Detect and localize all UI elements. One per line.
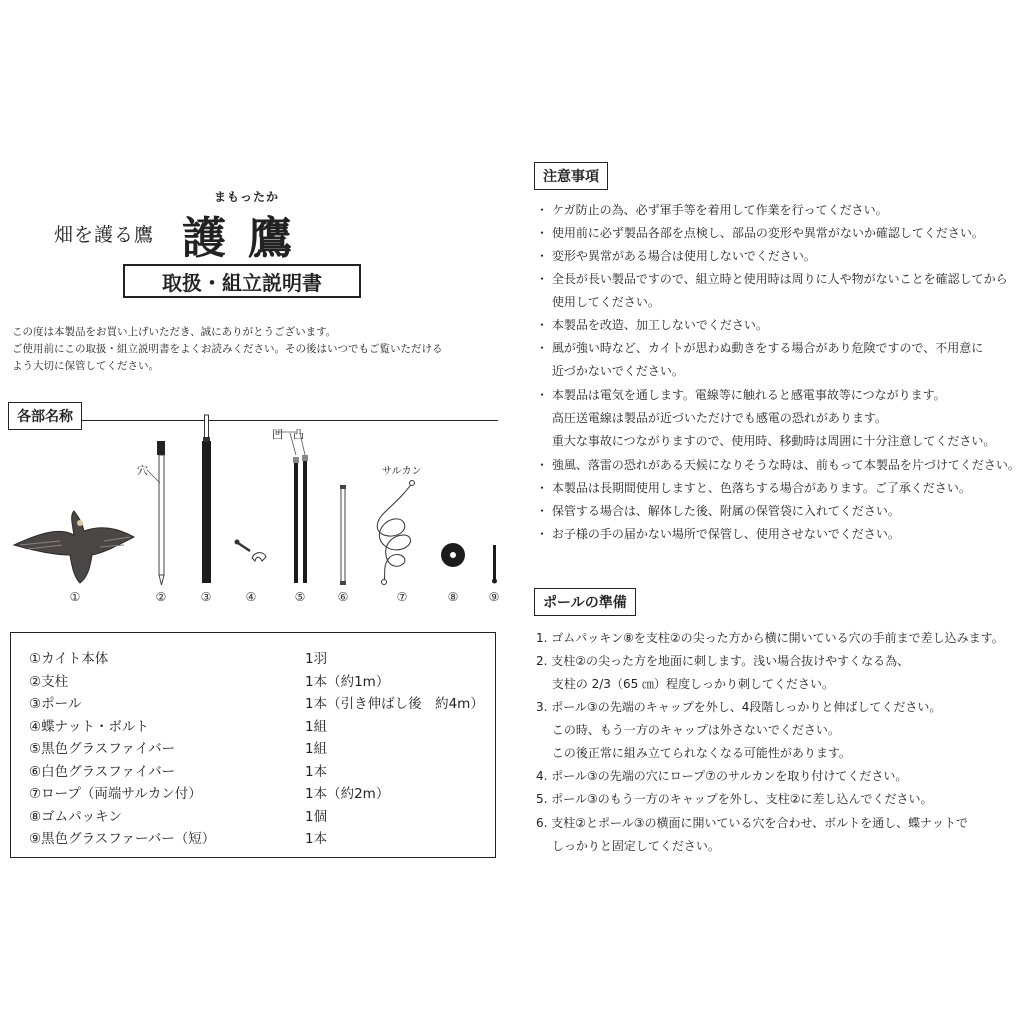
parts-section-title: 各部名称 [8, 402, 82, 430]
parts-table [10, 632, 496, 858]
brand-ruby: まもったか [214, 190, 280, 204]
caution-line: ・ 変形や異常がある場合は使用しないでください。 [536, 249, 816, 263]
prep-step-line: 4. ポール③の先端の穴にロープ⑦のサルカンを取り付けてください。 [536, 769, 908, 783]
intro-line-1: この度は本製品をお買い上げいただき、誠にありがとうございます。 [12, 326, 337, 338]
caution-line: ・ 本製品を改造、加工しないでください。 [536, 318, 768, 332]
part-quantity: 1本（約2m） [305, 786, 390, 802]
part-quantity: 1羽 [305, 651, 328, 667]
part-quantity: 1本 [305, 764, 328, 780]
intro-line-2: ご使用前にこの取扱・組立説明書をよくお読みください。その後はいつでもご覧いただける [12, 343, 443, 355]
part-name: ④蝶ナット・ボルト [29, 719, 149, 735]
part-name: ②支柱 [29, 674, 69, 690]
pole-prep-title: ポールの準備 [534, 588, 636, 616]
part-quantity: 1組 [305, 741, 328, 757]
parts-illustration [0, 395, 510, 595]
brand-name: 護鷹 [182, 213, 314, 264]
part-name: ⑤黒色グラスファイバー [29, 741, 176, 757]
caution-line: ・ お子様の手の届かない場所で保管し、使用させないでください。 [536, 527, 900, 541]
callout-hole: 穴 [137, 464, 148, 477]
short-black-fiberglass-illustration [492, 545, 497, 584]
prep-step-line: 支柱の 2/3（65 ㎝）程度しっかり刺してください。 [536, 677, 835, 691]
caution-line: ・ 本製品は長期間使用しますと、色落ちする場合があります。ご了承ください。 [536, 481, 971, 495]
kite-body-illustration [14, 511, 134, 583]
part-number-8: ⑧ [447, 590, 459, 604]
part-quantity: 1本 [305, 831, 328, 847]
callout-convex: 凸 [293, 428, 304, 441]
part-quantity: 1個 [305, 809, 328, 825]
prep-step-line: 6. 支柱②とポール③の横面に開いている穴を合わせ、ボルトを通し、蝶ナットで [536, 816, 968, 830]
caution-line: ・ 使用前に必ず製品各部を点検し、部品の変形や異常がないか確認してください。 [536, 226, 984, 240]
post-illustration [147, 441, 165, 585]
caution-line: 使用してください。 [536, 295, 660, 309]
caution-line: ・ 保管する場合は、解体した後、附属の保管袋に入れてください。 [536, 504, 900, 518]
part-number-9: ⑨ [488, 590, 500, 604]
white-fiberglass-illustration [340, 485, 346, 585]
part-quantity: 1本（引き伸ばし後 約4m） [305, 696, 484, 712]
black-fiberglass-illustration [276, 432, 308, 583]
part-name: ⑧ゴムパッキン [29, 809, 122, 825]
caution-line: ・ 強風、落雷の恐れがある天候になりそうな時は、前もって本製品を片づけてください。 [536, 458, 1020, 472]
part-number-2: ② [155, 590, 167, 604]
part-quantity: 1組 [305, 719, 328, 735]
part-number-7: ⑦ [396, 590, 408, 604]
prep-step-line: 1. ゴムパッキン⑧を支柱②の尖った方から横に開いている穴の手前まで差し込みます。 [536, 631, 1004, 645]
caution-line: ・ ケガ防止の為、必ず軍手等を着用して作業を行ってください。 [536, 203, 888, 217]
caution-line: 高圧送電線は製品が近づいただけでも感電の恐れがあります。 [536, 411, 887, 425]
prep-step-line: 2. 支柱②の尖った方を地面に刺します。浅い場合抜けやすくなる為、 [536, 654, 910, 668]
prep-step-line: しっかりと固定してください。 [536, 839, 720, 853]
caution-line: 近づかないでください。 [536, 364, 684, 378]
product-tagline: 畑を護る鷹 [54, 224, 155, 246]
caution-line: 重大な事故につながりますので、使用時、移動時は周囲に十分注意してください。 [536, 434, 996, 448]
part-name: ⑥白色グラスファイバー [29, 764, 176, 780]
part-name: ①カイト本体 [29, 651, 109, 667]
rubber-packing-illustration [441, 543, 465, 567]
part-number-4: ④ [245, 590, 257, 604]
part-name: ⑨黒色グラスファーバー（短） [29, 831, 216, 847]
pole-illustration [202, 415, 211, 583]
prep-step-line: この時、もう一方のキャップは外さないでください。 [536, 723, 840, 737]
caution-line: ・ 全長が長い製品ですので、組立時と使用時は周りに人や物がないことを確認してから [536, 272, 1008, 286]
caution-line: ・ 本製品は電気を通します。電線等に触れると感電事故等につながります。 [536, 388, 946, 402]
intro-line-3: よう大切に保管してください。 [12, 360, 159, 372]
callout-concave: 凹 [272, 428, 283, 441]
callout-swivel: サルカン [382, 466, 422, 477]
wing-nut-bolt-illustration [235, 540, 267, 562]
caution-line: ・ 風が強い時など、カイトが思わぬ動きをする場合があり危険ですので、不用意に [536, 341, 984, 355]
part-name: ③ポール [29, 696, 82, 712]
cautions-title: 注意事項 [534, 162, 608, 190]
part-number-3: ③ [200, 590, 212, 604]
manual-title: 取扱・組立説明書 [123, 264, 361, 298]
prep-step-line: 5. ポール③のもう一方のキャップを外し、支柱②に差し込んでください。 [536, 792, 933, 806]
part-number-1: ① [69, 590, 81, 604]
part-name: ⑦ロープ（両端サルカン付） [29, 786, 202, 802]
part-quantity: 1本（約1m） [305, 674, 390, 690]
prep-step-line: この後正常に組み立てられなくなる可能性があります。 [536, 746, 851, 760]
rope-illustration [377, 481, 414, 585]
part-number-5: ⑤ [294, 590, 306, 604]
prep-step-line: 3. ポール③の先端のキャップを外し、4段階しっかりと伸ばしてください。 [536, 700, 942, 714]
part-number-6: ⑥ [337, 590, 349, 604]
